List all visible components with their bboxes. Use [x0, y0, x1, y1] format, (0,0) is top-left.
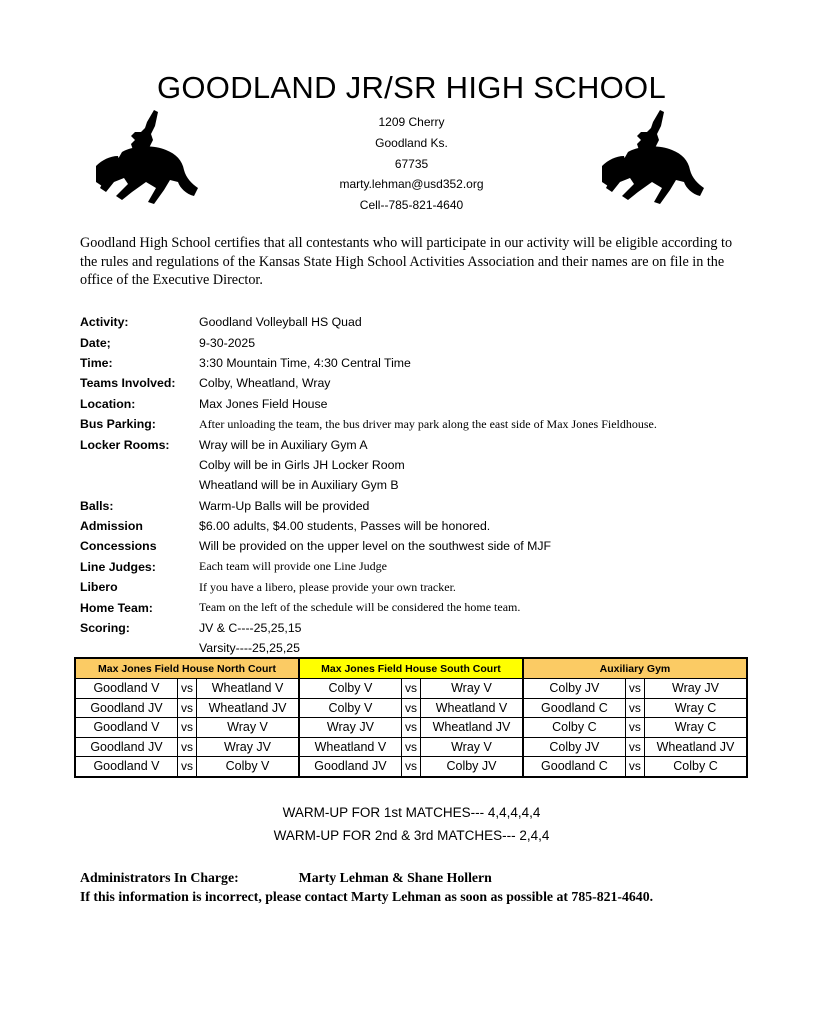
school-title: GOODLAND JR/SR HIGH SCHOOL — [156, 70, 667, 105]
court-header: Max Jones Field House South Court — [299, 658, 523, 679]
info-row — [80, 577, 760, 597]
away-team-cell: Wray V — [421, 737, 523, 757]
info-label: Home Team: — [80, 600, 153, 615]
home-team-cell: Wheatland V — [299, 737, 401, 757]
vs-cell: vs — [401, 679, 420, 699]
info-row — [80, 618, 760, 638]
info-label: Balls: — [80, 498, 114, 513]
vs-cell: vs — [625, 698, 644, 718]
admin-label: Administrators In Charge: — [80, 870, 239, 885]
info-value: $6.00 adults, $4.00 students, Passes will be honored. — [199, 519, 491, 534]
address-zip: 67735 — [394, 156, 429, 171]
info-value: Warm-Up Balls will be provided — [199, 498, 370, 513]
away-team-cell: Wray JV — [645, 679, 748, 699]
info-row — [80, 536, 760, 556]
home-team-cell: Colby JV — [523, 737, 625, 757]
away-team-cell: Wray V — [421, 679, 523, 699]
info-value: If you have a libero, please provide your own tracker. — [199, 579, 456, 594]
vs-cell: vs — [401, 757, 420, 777]
table-row — [75, 718, 747, 738]
info-label: Libero — [80, 580, 118, 595]
info-label: Locker Rooms: — [80, 437, 170, 452]
info-label: Teams Involved: — [80, 376, 176, 391]
admin-names: Marty Lehman & Shane Hollern — [298, 870, 492, 885]
home-team-cell: Colby JV — [523, 679, 625, 699]
info-row — [80, 638, 760, 658]
info-value: After unloading the team, the bus driver may park along the east side of Max Jones Fieldhouse. — [199, 416, 657, 431]
info-label: Admission — [80, 519, 143, 534]
home-team-cell: Colby C — [523, 718, 625, 738]
info-row — [80, 373, 760, 393]
warmup-first-matches: WARM-UP FOR 1st MATCHES--- 4,4,4,4,4 — [282, 805, 541, 820]
event-info — [80, 312, 760, 659]
away-team-cell: Wray JV — [197, 737, 299, 757]
table-row — [75, 698, 747, 718]
info-label: Scoring: — [80, 621, 130, 636]
certification-paragraph: Goodland High School certifies that all contestants who will participate in our activity will be eligible according to the rules and regulations of the Kansas State High School Activities Association and their names are on file in the office of the Executive Director. — [80, 235, 733, 288]
away-team-cell: Wheatland JV — [197, 698, 299, 718]
home-team-cell: Colby V — [299, 698, 401, 718]
court-header: Max Jones Field House North Court — [75, 658, 299, 679]
address-city: Goodland Ks. — [375, 135, 448, 150]
home-team-cell: Goodland C — [523, 757, 625, 777]
vs-cell: vs — [177, 737, 196, 757]
table-row — [75, 737, 747, 757]
warmup-later-matches: WARM-UP FOR 2nd & 3rd MATCHES--- 2,4,4 — [273, 828, 550, 843]
vs-cell: vs — [625, 679, 644, 699]
info-value: Each team will provide one Line Judge — [199, 559, 387, 574]
away-team-cell: Wheatland JV — [645, 737, 748, 757]
info-row — [80, 312, 760, 332]
vs-cell: vs — [401, 698, 420, 718]
info-row — [80, 332, 760, 352]
info-label: Date; — [80, 335, 111, 350]
vs-cell: vs — [625, 718, 644, 738]
info-value: Wray will be in Auxiliary Gym A — [199, 437, 368, 452]
info-row — [80, 557, 760, 577]
away-team-cell: Wheatland V — [197, 679, 299, 699]
vs-cell: vs — [177, 757, 196, 777]
away-team-cell: Wray C — [645, 698, 748, 718]
info-value: Team on the left of the schedule will be considered the home team. — [199, 600, 521, 615]
info-row — [80, 475, 760, 495]
vs-cell: vs — [177, 679, 196, 699]
info-row — [80, 394, 760, 414]
info-row — [80, 434, 760, 454]
home-team-cell: Goodland JV — [75, 698, 177, 718]
away-team-cell: Wray V — [197, 718, 299, 738]
away-team-cell: Wheatland V — [421, 698, 523, 718]
address-street: 1209 Cherry — [378, 115, 445, 129]
vs-cell: vs — [401, 737, 420, 757]
contact-note: If this information is incorrect, please contact Marty Lehman as soon as possible at 785-821-4640. — [80, 889, 654, 904]
home-team-cell: Goodland V — [75, 679, 177, 699]
vs-cell: vs — [625, 737, 644, 757]
info-label: Bus Parking: — [80, 417, 156, 432]
info-value: Will be provided on the upper level on the southwest side of MJF — [199, 539, 552, 554]
home-team-cell: Colby V — [299, 679, 401, 699]
info-value: JV & C----25,25,15 — [199, 621, 302, 636]
vs-cell: vs — [401, 718, 420, 738]
info-value: Wheatland will be in Auxiliary Gym B — [199, 478, 399, 493]
info-value: 9-30-2025 — [199, 335, 256, 350]
info-label: Line Judges: — [80, 559, 156, 574]
address-email[interactable]: marty.lehman@usd352.org — [339, 177, 484, 192]
match-schedule-table — [74, 657, 748, 778]
info-row — [80, 414, 760, 434]
home-team-cell: Goodland JV — [75, 737, 177, 757]
info-value: Goodland Volleyball HS Quad — [199, 315, 362, 330]
info-value: Colby will be in Girls JH Locker Room — [199, 457, 405, 472]
table-row — [75, 679, 747, 699]
info-row — [80, 455, 760, 475]
vs-cell: vs — [177, 698, 196, 718]
away-team-cell: Colby C — [645, 757, 748, 777]
info-label: Time: — [80, 355, 113, 370]
vs-cell: vs — [625, 757, 644, 777]
info-row — [80, 597, 760, 617]
home-team-cell: Goodland C — [523, 698, 625, 718]
administrators-section — [80, 868, 780, 906]
away-team-cell: Colby V — [197, 757, 299, 777]
info-value: 3:30 Mountain Time, 4:30 Central Time — [199, 355, 411, 370]
away-team-cell: Colby JV — [421, 757, 523, 777]
info-label: Activity: — [80, 315, 129, 330]
info-row — [80, 496, 760, 516]
away-team-cell: Wheatland JV — [421, 718, 523, 738]
info-label: Location: — [80, 396, 136, 411]
warmup-info — [0, 801, 823, 847]
home-team-cell: Goodland V — [75, 757, 177, 777]
info-row — [80, 516, 760, 536]
school-address — [0, 112, 823, 216]
address-phone: Cell--785-821-4640 — [359, 198, 464, 213]
home-team-cell: Goodland V — [75, 718, 177, 738]
home-team-cell: Wray JV — [299, 718, 401, 738]
home-team-cell: Goodland JV — [299, 757, 401, 777]
info-label: Concessions — [80, 539, 157, 554]
away-team-cell: Wray C — [645, 718, 748, 738]
info-value: Max Jones Field House — [199, 396, 328, 411]
info-row — [80, 353, 760, 373]
court-header: Auxiliary Gym — [523, 658, 747, 679]
info-value: Varsity----25,25,25 — [199, 641, 300, 656]
vs-cell: vs — [177, 718, 196, 738]
info-value: Colby, Wheatland, Wray — [199, 376, 331, 391]
table-row — [75, 757, 747, 777]
